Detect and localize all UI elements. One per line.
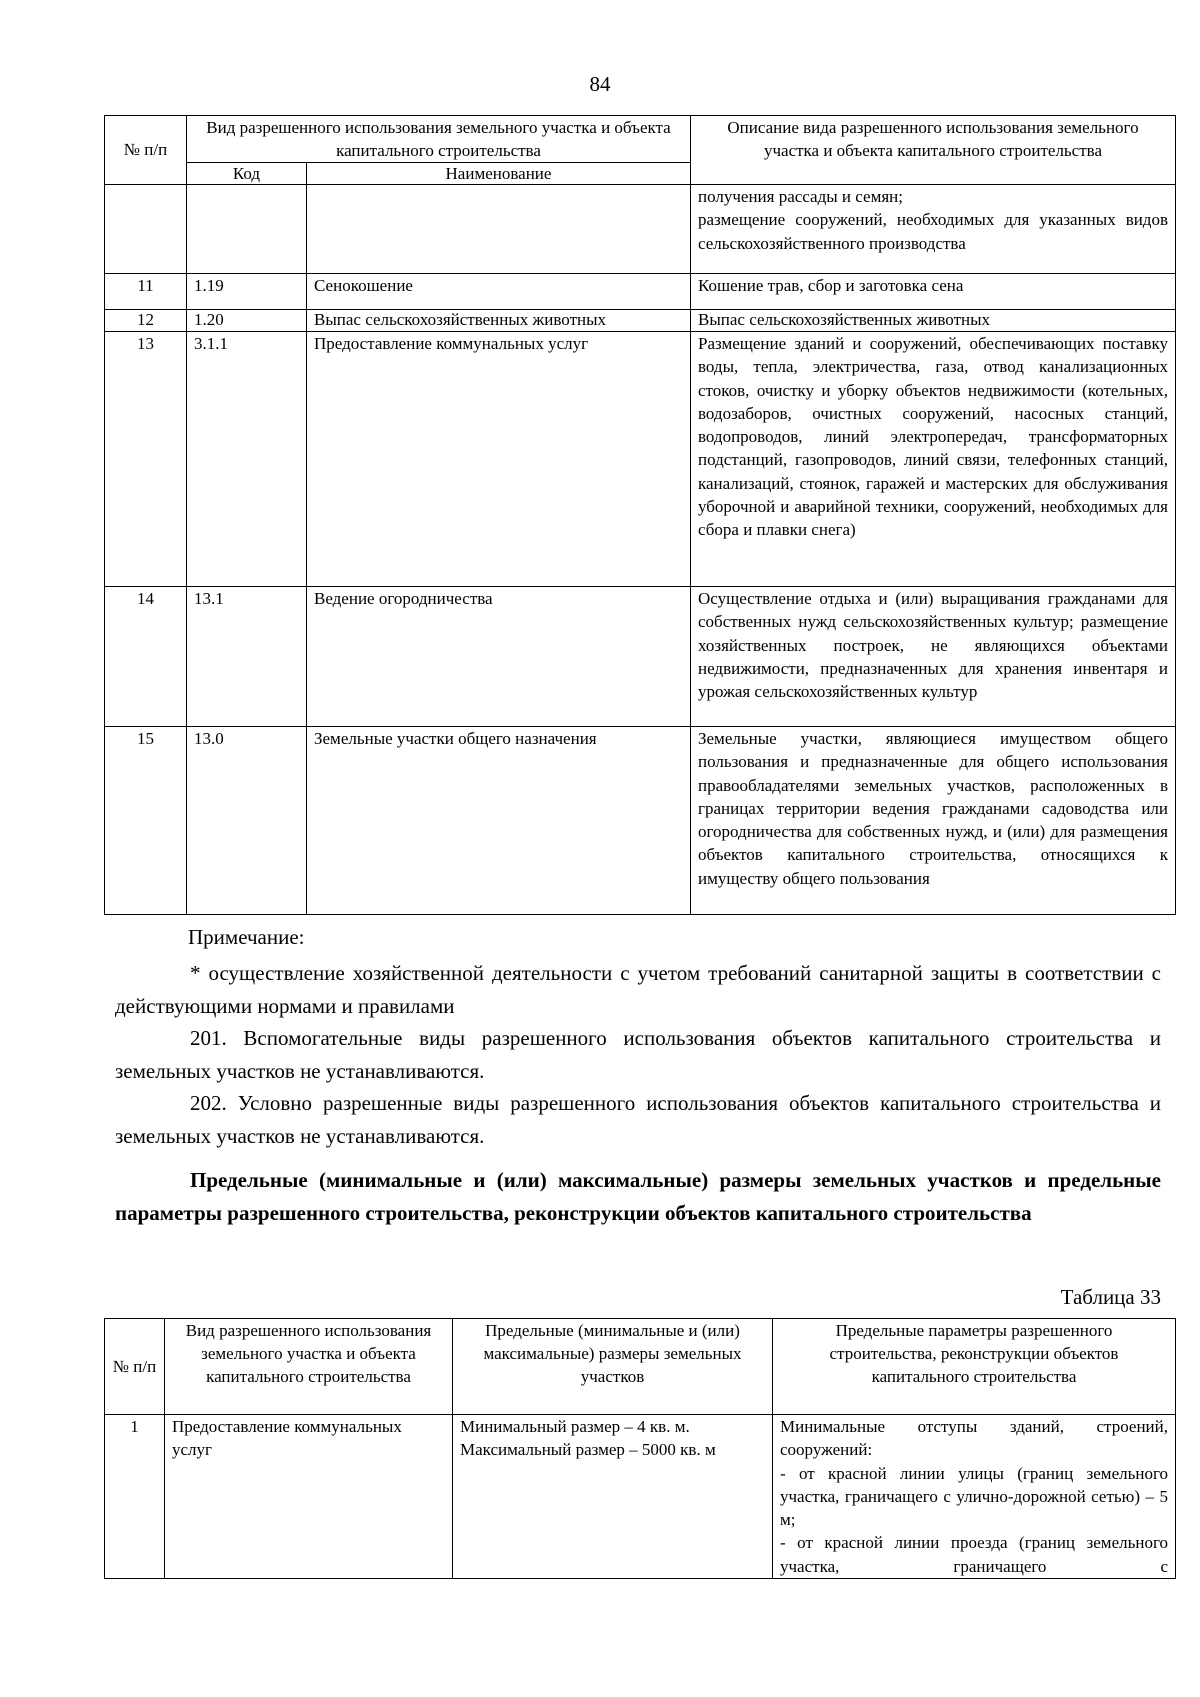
page-number: 84 (589, 72, 611, 96)
row-num: 1 (105, 1415, 165, 1579)
table-row (105, 332, 1176, 587)
continuation-line-1: получения рассады и семян; (698, 187, 903, 206)
header-vid-group: Вид разрешенного использования земельного участка и объекта капитального строительства (187, 116, 691, 163)
land-use-table (104, 115, 1176, 915)
row-num: 15 (105, 727, 187, 915)
header-description: Описание вида разрешенного использования земельного участка и объекта капитального строительства (691, 116, 1176, 185)
row-num: 14 (105, 587, 187, 727)
row-params (773, 1415, 1176, 1579)
paragraph-202: 202. Условно разрешенные виды разрешенного использования объектов капитального строительства и земельных участков не устанавливаются. (115, 1091, 1161, 1148)
row-desc: Выпас сельскохозяйственных животных (691, 310, 1176, 332)
row-desc: Осуществление отдыха и (или) выращивания гражданами для собственных нужд сельскохозяйственных культур; размещение хозяйственных построек, не являющихся объектами недвижимости, предназначенных для хранения инвентаря и урожая сельскохозяйственных культур (691, 587, 1176, 727)
row-name: Сенокошение (307, 274, 691, 310)
t33-header-num: № п/п (105, 1319, 165, 1415)
continuation-cell (691, 185, 1176, 274)
limits-table (104, 1318, 1176, 1579)
params-item-1: - от красной линии улицы (границ земельного участка, граничащего с улично-дорожной сетью) – 5 м; (780, 1463, 1168, 1530)
header-num: № п/п (105, 116, 187, 185)
row-code: 3.1.1 (187, 332, 307, 587)
row-num: 12 (105, 310, 187, 332)
note-title: Примечание: (188, 925, 305, 949)
row-vid: Предоставление коммунальных услуг (165, 1415, 453, 1579)
t33-header-params: Предельные параметры разрешенного строительства, реконструкции объектов капитального строительства (773, 1319, 1176, 1415)
header-code: Код (187, 163, 307, 185)
table-row (105, 274, 1176, 310)
row-name: Выпас сельскохозяйственных животных (307, 310, 691, 332)
table-row-continuation (105, 185, 1176, 274)
row-desc: Размещение зданий и сооружений, обеспечивающих поставку воды, тепла, электричества, газа, отвод канализационных стоков, очистку и уборку объектов недвижимости (котельных, водозаборов, очистных сооружений, насосных станций, водопроводов, линий электропередач, трансформаторных подстанций, газопроводов, линий связи, телефонных станций, канализаций, стоянок, гаражей и мастерских для обслуживания уборочной и аварийной техники, сооружений, необходимых для сбора и плавки снега) (691, 332, 1176, 587)
paragraph-201: 201. Вспомогательные виды разрешенного использования объектов капитального строительства и земельных участков не устанавливаются. (115, 1026, 1161, 1083)
params-item-2: - от красной линии проезда (границ земельного участка, граничащего с (780, 1533, 1168, 1576)
t33-header-sizes: Предельные (минимальные и (или) максимальные) размеры земельных участков (453, 1319, 773, 1415)
row-name: Ведение огородничества (307, 587, 691, 727)
row-code: 1.19 (187, 274, 307, 310)
row-code: 1.20 (187, 310, 307, 332)
row-desc: Кошение трав, сбор и заготовка сена (691, 274, 1176, 310)
note-text: * осуществление хозяйственной деятельности с учетом требований санитарной защиты в соответствии с действующими нормами и правилами (115, 961, 1161, 1018)
row-sizes (453, 1415, 773, 1579)
section-heading: Предельные (минимальные и (или) максимальные) размеры земельных участков и предельные параметры разрешенного строительства, реконструкции объектов капитального строительства (115, 1168, 1161, 1225)
size-min: Минимальный размер – 4 кв. м. (460, 1417, 690, 1436)
t33-header-vid: Вид разрешенного использования земельного участка и объекта капитального строительства (165, 1319, 453, 1415)
table-row (105, 727, 1176, 915)
params-intro: Минимальные отступы зданий, строений, сооружений: (780, 1417, 1168, 1460)
row-name: Земельные участки общего назначения (307, 727, 691, 915)
header-name: Наименование (307, 163, 691, 185)
table-row (105, 310, 1176, 332)
table-row (105, 1415, 1176, 1579)
body-text (115, 957, 1161, 1152)
row-name: Предоставление коммунальных услуг (307, 332, 691, 587)
table-caption: Таблица 33 (1060, 1285, 1161, 1309)
table-row (105, 587, 1176, 727)
row-num: 11 (105, 274, 187, 310)
size-max: Максимальный размер – 5000 кв. м (460, 1440, 716, 1460)
row-num: 13 (105, 332, 187, 587)
row-desc: Земельные участки, являющиеся имуществом общего пользования и предназначенные для общего использования правообладателями земельных участков, расположенных в границах территории ведения гражданами садоводства или огородничества для собственных нужд, и (или) для размещения объектов капитального строительства, относящихся к имуществу общего пользования (691, 727, 1176, 915)
continuation-line-2: размещение сооружений, необходимых для указанных видов сельскохозяйственного производства (698, 210, 1168, 253)
row-code: 13.1 (187, 587, 307, 727)
row-code: 13.0 (187, 727, 307, 915)
